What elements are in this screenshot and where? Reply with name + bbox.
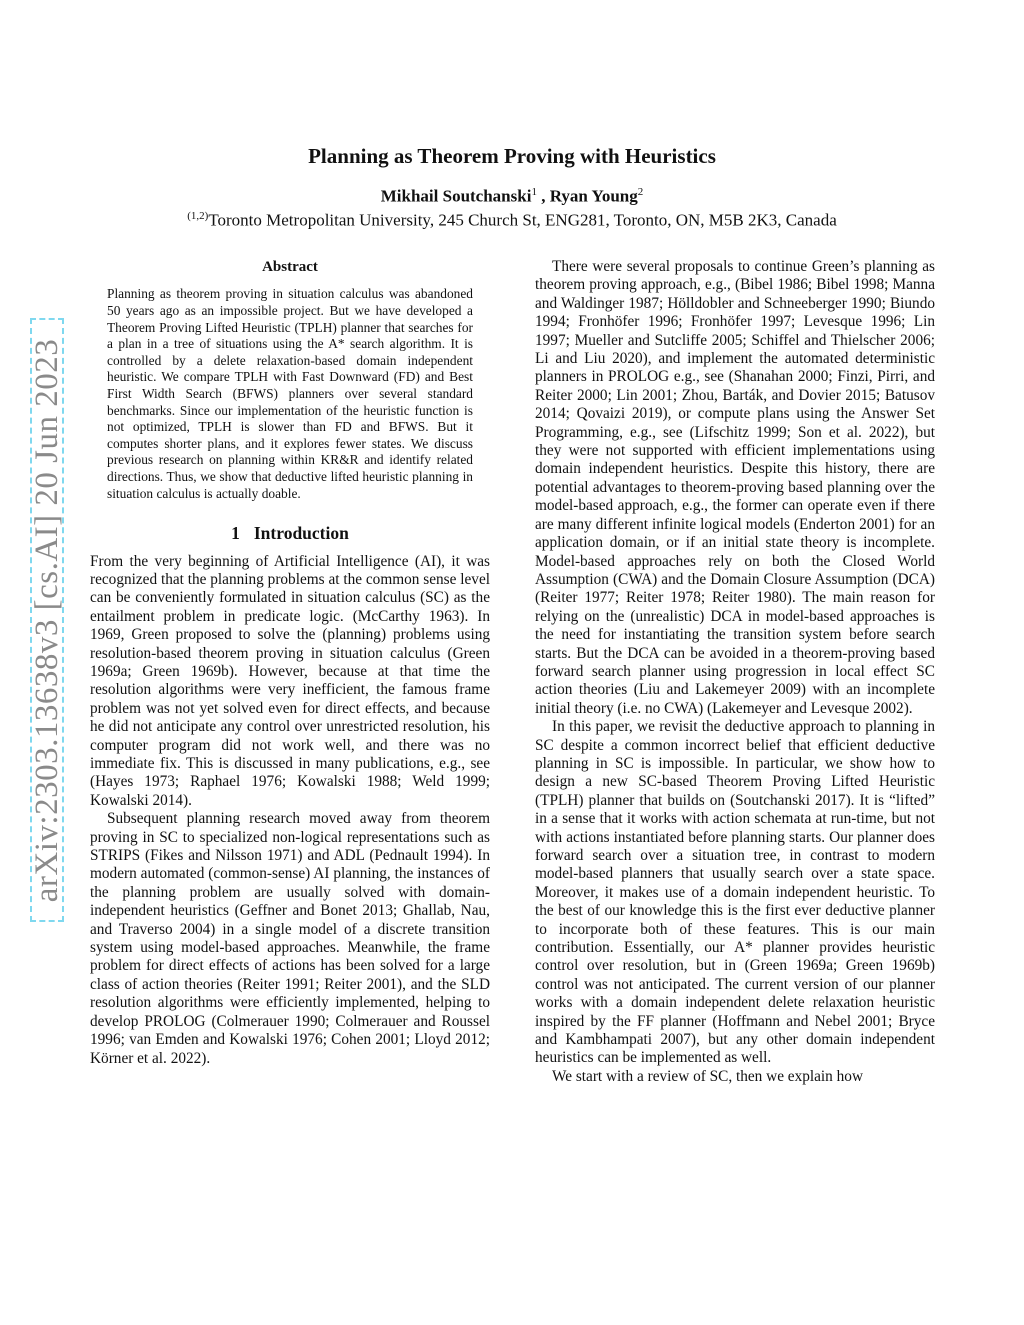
- paragraph: We start with a review of SC, then we explain how: [552, 1067, 864, 1085]
- section-number: 1: [231, 523, 240, 544]
- abstract-heading: Abstract: [262, 259, 318, 275]
- paragraph: In this paper, we revisit the deductive approach to planning in SC despite a common incorrect belief that efficient deductive planning in SC is impossible. In particular, we show how to design a new SC-based Theorem Proving Lifted Heuristic (TPLH) planner that builds on (Soutchanski 2017). It is “lifted” in a sense that it works with action schemata at run-time, but not with actions instantiated before planning starts. Our planner does forward search over a situation tree, in contrast to modern model-based planners that usually search over a state space. Moreover, it makes use of a domain independent heuristic. To the best of our knowledge this is the first ever deductive planner to incorporate both of these features. This is our main contribution. Essentially, our A* planner provides heuristic control over resolution, but in (Green 1969a; Green 1969b) control was not anticipated. The current version of our planner works with a domain independent delete relaxation heuristic inspired by the FF planner (Hoffmann and Nebel 2001; Bryce and Kambhampati 2007), but any other domain independent heuristics can be implemented as well.: [535, 718, 935, 1067]
- right-column: [535, 258, 935, 1086]
- arxiv-stamp-text: arXiv:2303.13638v3 [cs.AI] 20 Jun 2023: [29, 338, 66, 902]
- arxiv-stamp: [22, 320, 74, 920]
- affiliation: [0, 210, 1024, 231]
- section-title: Introduction: [253, 523, 349, 544]
- author-list: [0, 186, 1024, 207]
- author-separator: ,: [536, 186, 550, 206]
- author-affil-marker: 2: [637, 186, 644, 198]
- paragraph: From the very beginning of Artificial Intelligence (AI), it was recognized that the planning problems at the common sense level can be conveniently formulated in situation calculus (SC) as the entailment problem in predicate logic. (McCarthy 1963). In 1969, Green proposed to solve the (planning) problems using resolution-based theorem proving in situation calculus (Green 1969a; Green 1969b). However, because at that time the resolution algorithms were very inefficient, the famous frame problem was not yet solved even for direct effects, and because he did not anticipate any control over unrestricted resolution, his computer program did not work well, and there was no immediate fix. This is discussed in many publications, e.g., see (Hayes 1973; Raphael 1976; Kowalski 1988; Weld 1999; Kowalski 2014).: [90, 552, 490, 809]
- author-name: Mikhail Soutchanski: [380, 186, 532, 206]
- paragraph: There were several proposals to continue Green’s planning as theorem proving approach, e.g., (Bibel 1986; Bibel 1998; Manna and Waldinger 1987; Hölldobler and Schneeberger 1990; Biundo 1994; Fronhöfer 1996; Fronhöfer 1997; Levesque 1996; Lin 1997; Mueller and Sutcliffe 2005; Schiffel and Thielscher 2006; Li and Liu 2020), and implement the automated deterministic planners in PROLOG e.g., see (Shanahan 2000; Finzi, Pirri, and Reiter 2000; Lin 2001; Zhou, Barták, and Dovier 2015; Batusov 2014; Qovaizi 2019), or compute plans using the Answer Set Programming, e.g., see (Lifschitz 1999; Son et al. 2022), but they were not supported with efficient implementations using domain independent heuristics. Despite this history, there are potential advantages to theorem-proving based planning over the model-based approach, e.g., the former can operate even if there are many different infinite logical models (Enderton 2001) for an application domain, or if an initial state theory is incomplete. Model-based approaches rely on both the Closed World Assumption (CWA) and the Domain Closure Assumption (DCA) (Reiter 1977; Reiter 1978; Reiter 1980). The main reason for relying on the (unrealistic) DCA in model-based approaches is the need for instantiating the transition system before search starts. But the DCA can be avoided in a theorem-proving based forward search planner using progression in local effect SC action theories (Liu and Lakemeyer 2009) with an incomplete initial theory (i.e. no CWA) (Lakemeyer and Levesque 2002).: [535, 258, 935, 717]
- section-heading: [90, 524, 490, 542]
- paper-title: Planning as Theorem Proving with Heuristics: [308, 144, 716, 168]
- abstract-text: Planning as theorem proving in situation calculus was abandoned 50 years ago as an impossible project. But we have developed a Theorem Proving Lifted Heuristic (TPLH) planner that searches for a plan in a tree of situations using the A* search algorithm. It is controlled by a delete relaxation-based domain independent heuristic. We compare TPLH with Fast Downward (FD) and Best First Width Search (BFWS) planners over several standard benchmarks. Since our implementation of the heuristic function is not optimized, TPLH is slower than FD and BFWS. But it computes shorter plans, and it explores fewer states. We discuss previous research on planning within KR&R and identify related directions. Thus, we show that deductive lifted heuristic planning in situation calculus is actually doable.: [107, 286, 473, 501]
- affiliation-marker: (1,2): [187, 210, 209, 222]
- affiliation-text: Toronto Metropolitan University, 245 Church St, ENG281, Toronto, ON, M5B 2K3, Canada: [208, 210, 837, 230]
- author-name: Ryan Young: [549, 186, 638, 206]
- author-affil-marker: 1: [531, 186, 537, 198]
- paragraph: Subsequent planning research moved away from theorem proving in SC to specialized non-logical representations such as STRIPS (Fikes and Nilsson 1971) and ADL (Pednault 1994). In modern automated (common-sense) AI planning, the instances of the planning problem are usually solved with domain-independent heuristics (Geffner and Bonet 2013; Ghallab, Nau, and Traverso 2004) in a single model of a discrete transition system using model-based approaches. Meanwhile, the frame problem for direct effects of actions has been solved for a large class of action theories (Reiter 1991; Reiter 2001), and the SLD resolution algorithms were efficiently implemented, helping to develop PROLOG (Colmerauer 1990; Colmerauer and Roussel 1996; van Emden and Kowalski 1976; Cohen 2001; Lloyd 2012; Körner et al. 2022).: [90, 810, 490, 1067]
- left-column: [90, 258, 490, 1068]
